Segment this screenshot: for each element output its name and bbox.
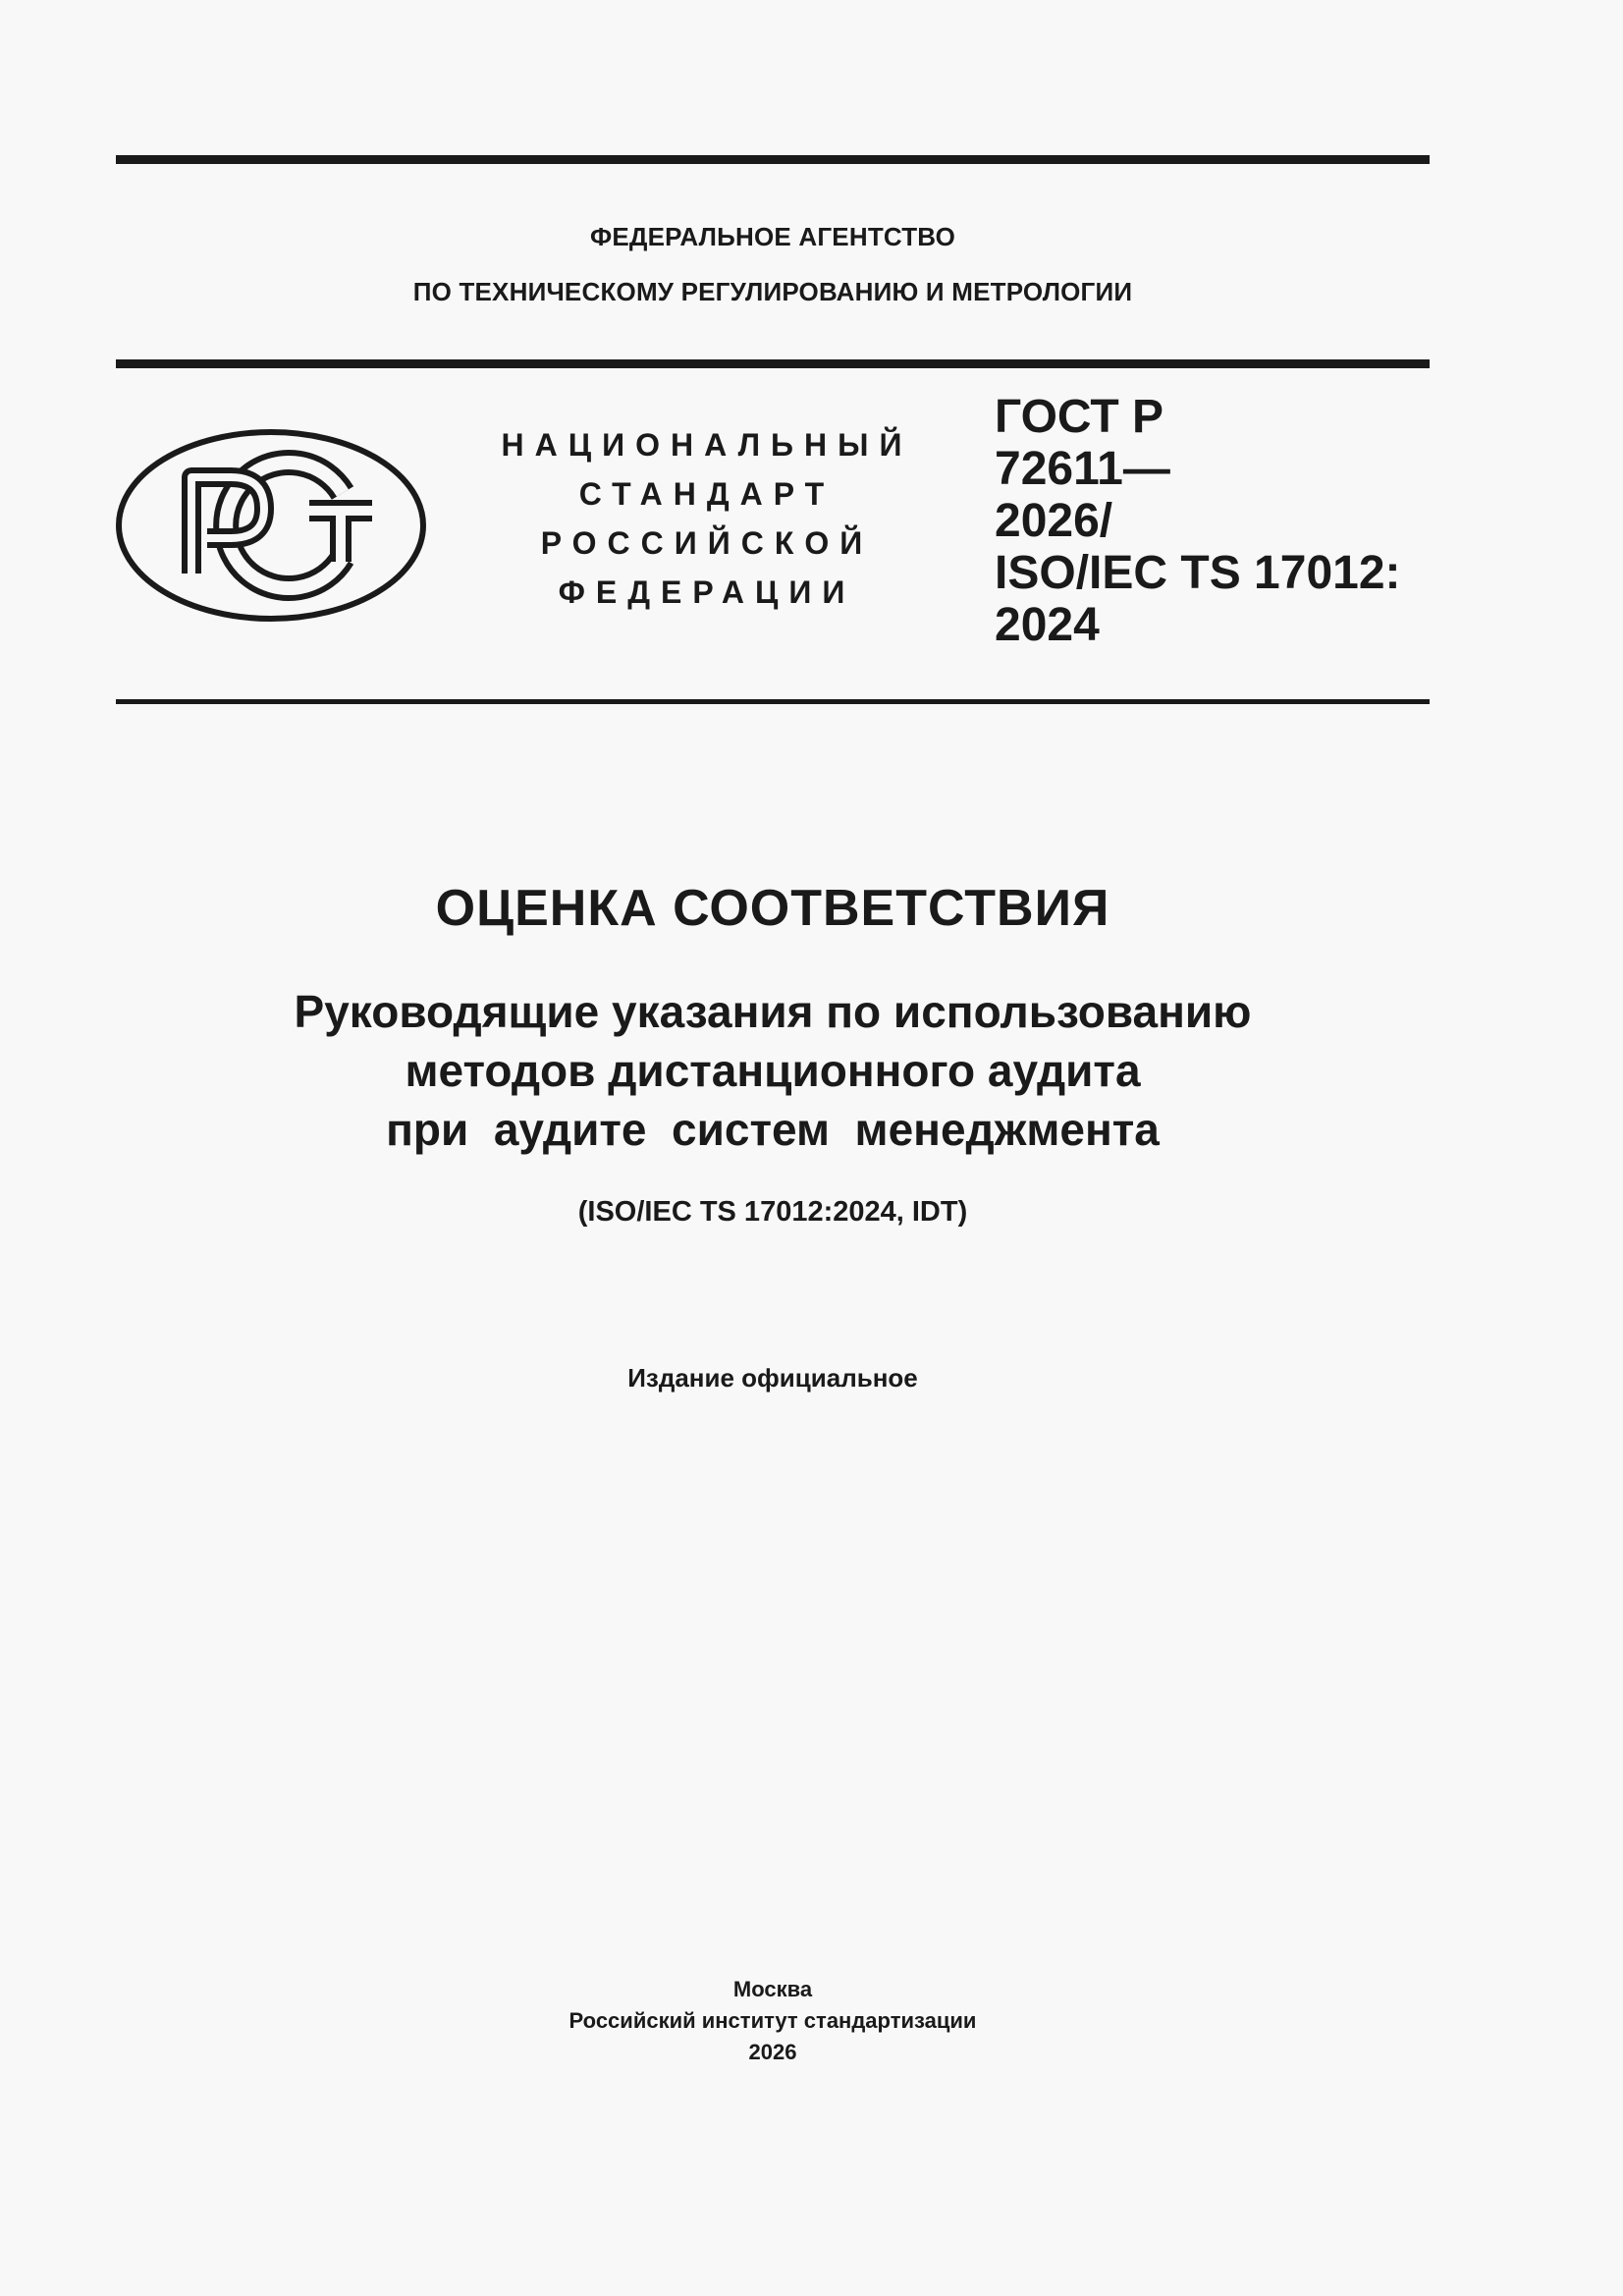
standard-designation [995,391,1427,651]
agency-line-2: ПО ТЕХНИЧЕСКОМУ РЕГУЛИРОВАНИЮ И МЕТРОЛОГИИ [412,277,1133,306]
top-rule [116,155,1430,164]
subtitle-line-3: при аудите систем менеджмента [386,1104,1160,1155]
designation-line-3: 2026/ [995,495,1113,547]
designation-line-2: 72611— [995,443,1170,495]
national-standard-line-4: ФЕДЕРАЦИИ [558,574,856,610]
header-rule [116,359,1430,368]
subtitle-line-1: Руководящие указания по использованию [294,986,1252,1037]
national-standard-line-2: СТАНДАРТ [578,476,836,512]
designation-line-4: ISO/IEC TS 17012: [995,547,1401,599]
imprint [116,1974,1430,2068]
designation-line-5: 2024 [995,599,1100,651]
iso-reference: (ISO/IEC TS 17012:2024, IDT) [577,1196,968,1228]
document-title: ОЦЕНКА СООТВЕТСТВИЯ [435,880,1110,937]
subtitle-line-2: методов дистанционного аудита [405,1045,1141,1096]
designation-rule [116,699,1430,704]
agency-line-1: ФЕДЕРАЛЬНОЕ АГЕНТСТВО [589,222,956,251]
national-standard-label [461,420,952,617]
national-standard-line-1: НАЦИОНАЛЬНЫЙ [501,427,913,463]
designation-line-1: ГОСТ Р [995,391,1164,443]
imprint-city: Москва [732,1977,813,2001]
edition-label: Издание официальное [627,1363,918,1393]
document-subtitle [116,982,1430,1159]
imprint-publisher: Российский институт стандартизации [568,2008,977,2033]
rst-logo-icon [115,428,427,623]
imprint-year: 2026 [748,2040,797,2064]
national-standard-line-3: РОССИЙСКОЙ [540,525,874,561]
